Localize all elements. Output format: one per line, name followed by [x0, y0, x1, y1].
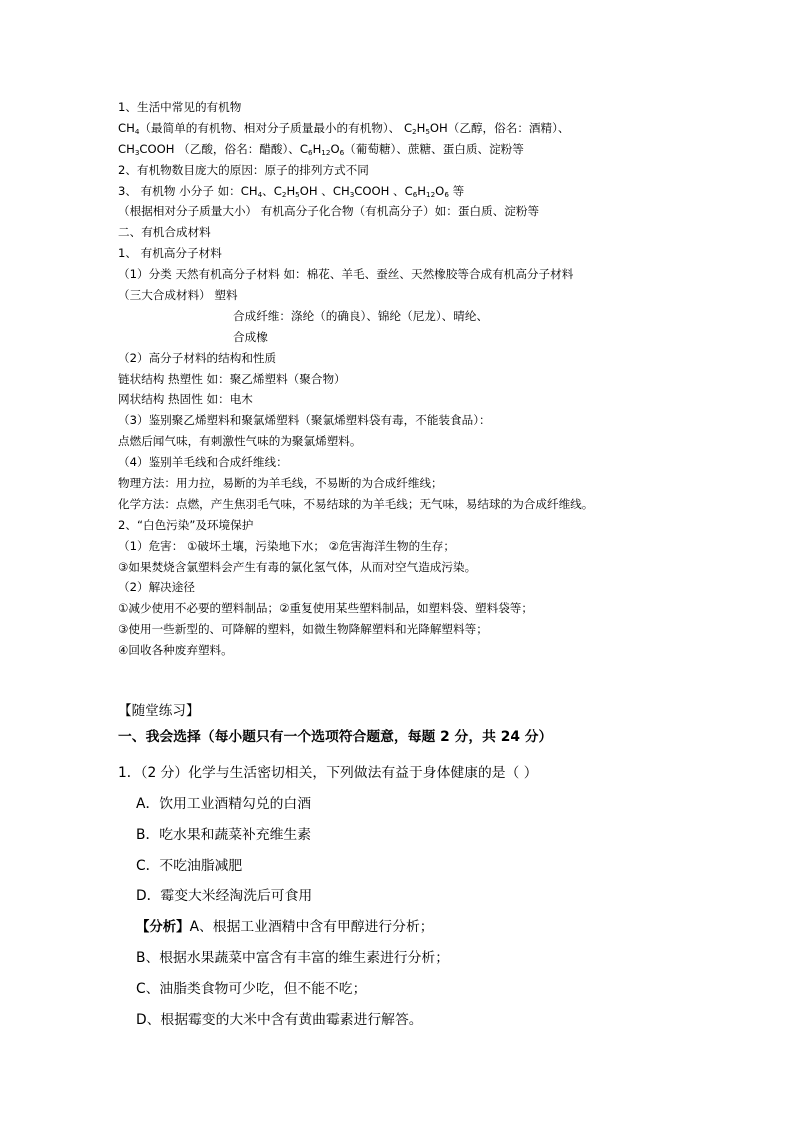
note-line: （三大合成材料） 塑料 — [118, 288, 238, 303]
note-line: 2、有机物数目庞大的原因：原子的排列方式不同 — [118, 162, 369, 177]
note-line: （2）解决途径 — [118, 580, 195, 595]
note-line: 网状结构 热固性 如：电木 — [118, 392, 253, 407]
knowledge-notes — [118, 97, 758, 661]
analysis-text: A、根据工业酒精中含有甲醇进行分析； — [189, 919, 434, 936]
note-line: ①减少使用不必要的塑料制品；②重复使用某些塑料制品，如塑料袋、塑料袋等； — [118, 601, 533, 616]
note-line: 合成橡 — [233, 329, 268, 344]
note-line: （1）危害： ①破坏土壤，污染地下水； ②危害海洋生物的生存； — [118, 538, 455, 553]
note-line: $CH_3COOH$ （乙酸，俗名：醋酸）、$C_6H_{12}O_6$（葡萄糖）、蔗糖、蛋白质、淀粉等 — [118, 141, 524, 157]
note-line: 1、生活中常见的有机物 — [118, 100, 242, 114]
analysis-line: B、根据水果蔬菜中富含有丰富的维生素进行分析； — [136, 950, 449, 967]
practice-heading: 【随堂练习】 — [118, 703, 200, 719]
note-line: （根据相对分子质量大小） 有机高分子化合物（有机高分子）如：蛋白质、淀粉等 — [118, 204, 540, 219]
option-b: B．吃水果和蔬菜补充维生素 — [136, 826, 312, 843]
analysis-line: C、油脂类食物可少吃，但不能不吃； — [136, 981, 367, 998]
note-line: $CH_4$（最简单的有机物、相对分子质量最小的有机物）、 $C_2H_5OH$（乙醇，俗名：酒精）、 — [118, 120, 570, 136]
note-line: 合成纤维：涤纶（的确良）、锦纶（尼龙）、晴纶、 — [233, 308, 489, 323]
note-line: 二、有机合成材料 — [118, 225, 211, 240]
note-line: 物理方法：用力拉，易断的为羊毛线，不易断的为合成纤维线； — [118, 476, 443, 491]
analysis-line — [118, 912, 758, 943]
note-line: 3、 有机物 小分子 如：$CH_4$、$C_2H_5OH$ 、$CH_3COOH$ 、$C_6H_{12}O_6$ 等 — [118, 183, 465, 199]
note-line: 点燃后闻气味，有刺激性气味的为聚氯烯塑料。 — [118, 434, 362, 449]
note-line: 链状结构 热塑性 如：聚乙烯塑料（聚合物） — [118, 371, 346, 386]
note-line: （4）鉴别羊毛线和合成纤维线： — [118, 455, 288, 470]
section-title: 一、我会选择（每小题只有一个选项符合题意，每题 2 分，共 24 分） — [118, 729, 553, 745]
option-a: A．饮用工业酒精勾兑的白酒 — [136, 795, 311, 812]
note-line: 1、 有机高分子材料 — [118, 246, 222, 261]
note-line: 化学方法：点燃，产生焦羽毛气味，不易结球的为羊毛线；无气味，易结球的为合成纤维线。 — [118, 496, 594, 511]
analysis-line: D、根据霉变的大米中含有黄曲霉素进行解答。 — [136, 1012, 423, 1029]
note-line: ④回收各种废弃塑料。 — [118, 643, 233, 658]
note-line: ③如果焚烧含氯塑料会产生有毒的氯化氢气体，从而对空气造成污染。 — [118, 559, 477, 574]
practice-section — [118, 701, 758, 1036]
option-d: D．霉变大米经淘洗后可食用 — [136, 888, 313, 905]
option-c: C．不吃油脂减肥 — [136, 857, 243, 874]
note-line: （3）鉴别聚乙烯塑料和聚氯烯塑料（聚氯烯塑料袋有毒，不能装食品）： — [118, 413, 491, 428]
analysis-tag: 【分析】 — [136, 920, 190, 936]
note-line: （1）分类 天然有机高分子材料 如：棉花、羊毛、蚕丝、天然橡胶等合成有机高分子材料 — [118, 267, 574, 282]
note-line: （2）高分子材料的结构和性质 — [118, 350, 277, 365]
note-line: ③使用一些新型的、可降解的塑料，如微生物降解塑料和光降解塑料等； — [118, 622, 488, 637]
note-line: 2、“白色污染”及环境保护 — [118, 517, 254, 532]
question-stem: 1．（2 分）化学与生活密切相关，下列做法有益于身体健康的是（ ） — [118, 764, 538, 781]
